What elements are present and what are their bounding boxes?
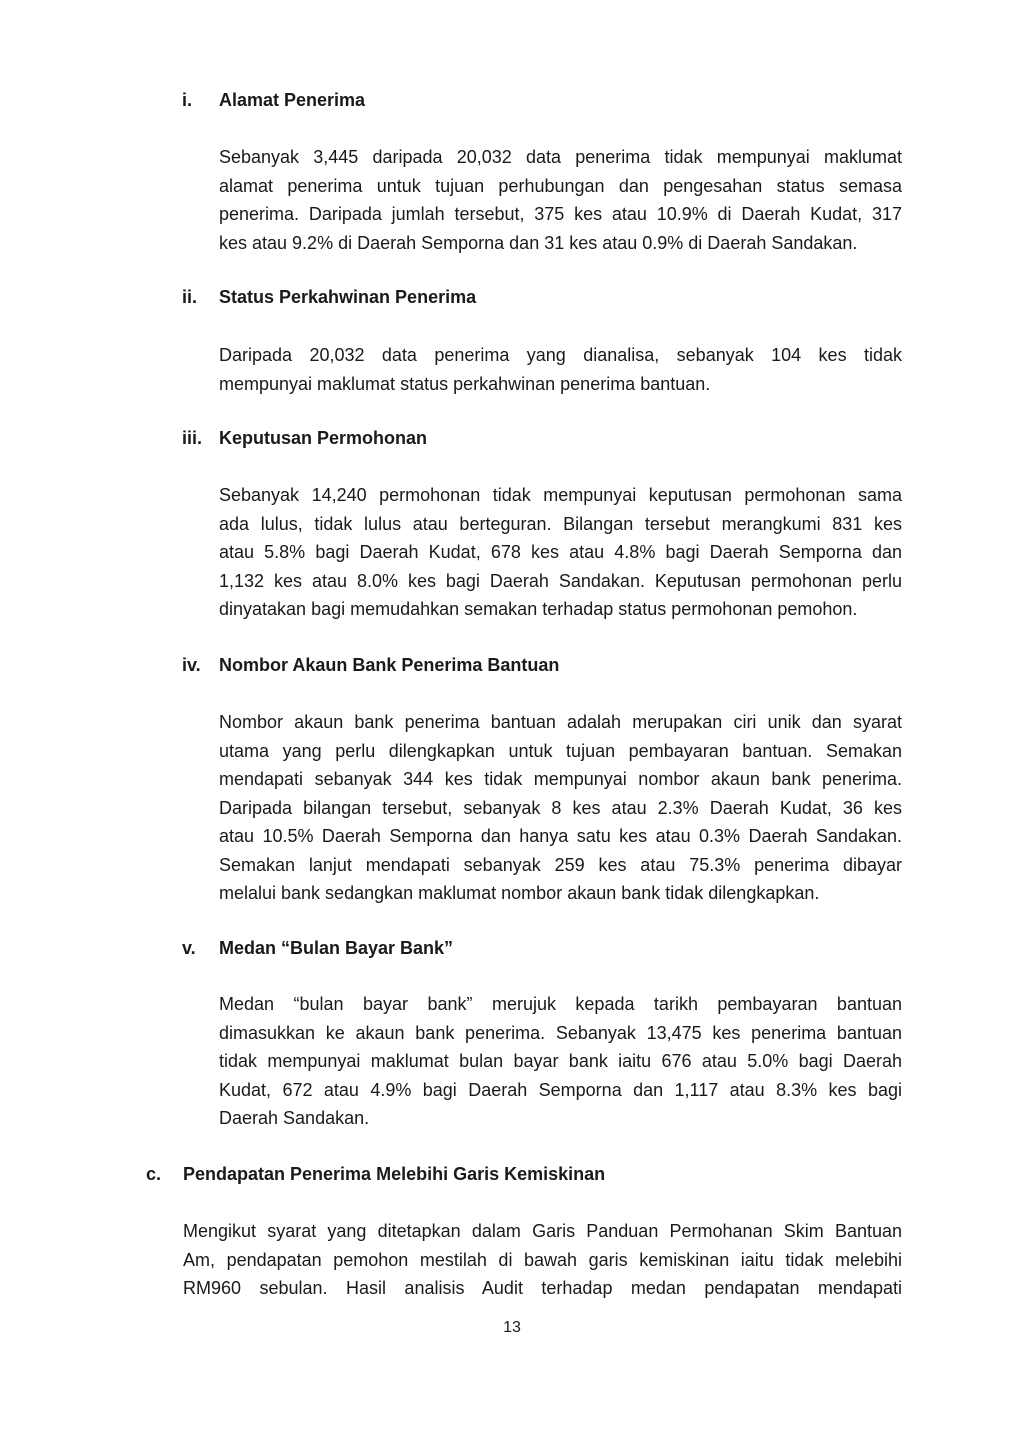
- section-number: ii.: [182, 287, 198, 307]
- section-title: Nombor Akaun Bank Penerima Bantuan: [219, 655, 560, 675]
- section-number: iii.: [182, 428, 203, 448]
- paragraph-line: ada lulus, tidak lulus atau berteguran. Bilangan tersebut merangkumi 831 kes: [219, 513, 902, 534]
- section-heading-alamat-penerima: [182, 89, 902, 111]
- section-title: Pendapatan Penerima Melebihi Garis Kemiskinan: [183, 1164, 606, 1184]
- section-heading-pendapatan-penerima: [146, 1163, 902, 1185]
- section-title: Medan “Bulan Bayar Bank”: [219, 938, 454, 958]
- paragraph-line: utama yang perlu dilengkapkan untuk tujuan pembayaran bantuan. Semakan: [219, 740, 902, 761]
- paragraph-line: penerima. Daripada jumlah tersebut, 375 kes atau 10.9% di Daerah Kudat, 317: [219, 204, 902, 224]
- section-paragraph-keputusan-permohonan: [219, 481, 902, 624]
- paragraph-line: Daripada bilangan tersebut, sebanyak 8 kes atau 2.3% Daerah Kudat, 36 kes: [219, 797, 902, 818]
- paragraph-line: kes atau 9.2% di Daerah Semporna dan 31 kes atau 0.9% di Daerah Sandakan.: [219, 232, 858, 253]
- section-paragraph-status-perkahwinan: [219, 341, 902, 398]
- paragraph-line: Sebanyak 3,445 daripada 20,032 data penerima tidak mempunyai maklumat: [219, 147, 902, 167]
- paragraph-line: Mengikut syarat yang ditetapkan dalam Garis Panduan Permohanan Skim Bantuan: [183, 1221, 902, 1241]
- paragraph-line: Medan “bulan bayar bank” merujuk kepada tarikh pembayaran bantuan: [219, 994, 902, 1014]
- paragraph-line: melalui bank sedangkan maklumat nombor akaun bank tidak dilengkapkan.: [219, 883, 820, 903]
- paragraph-line: Daripada 20,032 data penerima yang dianalisa, sebanyak 104 kes tidak: [219, 345, 902, 365]
- paragraph-line: dinyatakan bagi memudahkan semakan terhadap status permohonan pemohon.: [219, 599, 858, 619]
- section-paragraph-nombor-akaun-bank: [219, 708, 902, 908]
- paragraph-line: Kudat, 672 atau 4.9% bagi Daerah Semporna dan 1,117 atau 8.3% kes bagi: [219, 1079, 902, 1100]
- section-heading-keputusan-permohonan: [182, 427, 902, 449]
- paragraph-line: Daerah Sandakan.: [219, 1108, 370, 1128]
- section-paragraph-alamat-penerima: [219, 143, 902, 257]
- paragraph-line: Sebanyak 14,240 permohonan tidak mempunyai keputusan permohonan sama: [219, 485, 902, 505]
- section-paragraph-medan-bulan-bayar-bank: [219, 990, 902, 1133]
- paragraph-line: Semakan lanjut mendapati sebanyak 259 kes atau 75.3% penerima dibayar: [219, 854, 902, 875]
- paragraph-line: Nombor akaun bank penerima bantuan adalah merupakan ciri unik dan syarat: [219, 712, 902, 732]
- section-heading-status-perkahwinan: [182, 286, 902, 308]
- section-title: Alamat Penerima: [219, 90, 366, 110]
- section-number: c.: [146, 1164, 162, 1184]
- section-number: v.: [182, 938, 196, 958]
- paragraph-line: mempunyai maklumat status perkahwinan penerima bantuan.: [219, 373, 711, 394]
- paragraph-line: tidak mempunyai maklumat bulan bayar bank iaitu 676 atau 5.0% bagi Daerah: [219, 1051, 902, 1071]
- section-paragraph-pendapatan-penerima: [183, 1217, 902, 1303]
- page-number: 13: [503, 1319, 521, 1336]
- paragraph-line: Am, pendapatan pemohon mestilah di bawah garis kemiskinan iaitu tidak melebihi: [183, 1249, 902, 1270]
- paragraph-line: RM960 sebulan. Hasil analisis Audit terhadap medan pendapatan mendapati: [183, 1278, 902, 1298]
- paragraph-line: mendapati sebanyak 344 kes tidak mempunyai nombor akaun bank penerima.: [219, 769, 902, 789]
- section-heading-nombor-akaun-bank: [182, 654, 902, 676]
- section-title: Status Perkahwinan Penerima: [219, 287, 477, 307]
- section-number: iv.: [182, 655, 201, 675]
- paragraph-line: 1,132 kes atau 8.0% kes bagi Daerah Sandakan. Keputusan permohonan perlu: [219, 570, 902, 591]
- paragraph-line: alamat penerima untuk tujuan perhubungan dan pengesahan status semasa: [219, 175, 902, 196]
- section-title: Keputusan Permohonan: [219, 428, 428, 448]
- paragraph-line: atau 5.8% bagi Daerah Kudat, 678 kes atau 4.8% bagi Daerah Semporna dan: [219, 542, 902, 562]
- paragraph-line: dimasukkan ke akaun bank penerima. Sebanyak 13,475 kes penerima bantuan: [219, 1022, 902, 1043]
- section-heading-medan-bulan-bayar-bank: [182, 937, 902, 959]
- section-number: i.: [182, 90, 193, 110]
- paragraph-line: atau 10.5% Daerah Semporna dan hanya satu kes atau 0.3% Daerah Sandakan.: [219, 826, 902, 846]
